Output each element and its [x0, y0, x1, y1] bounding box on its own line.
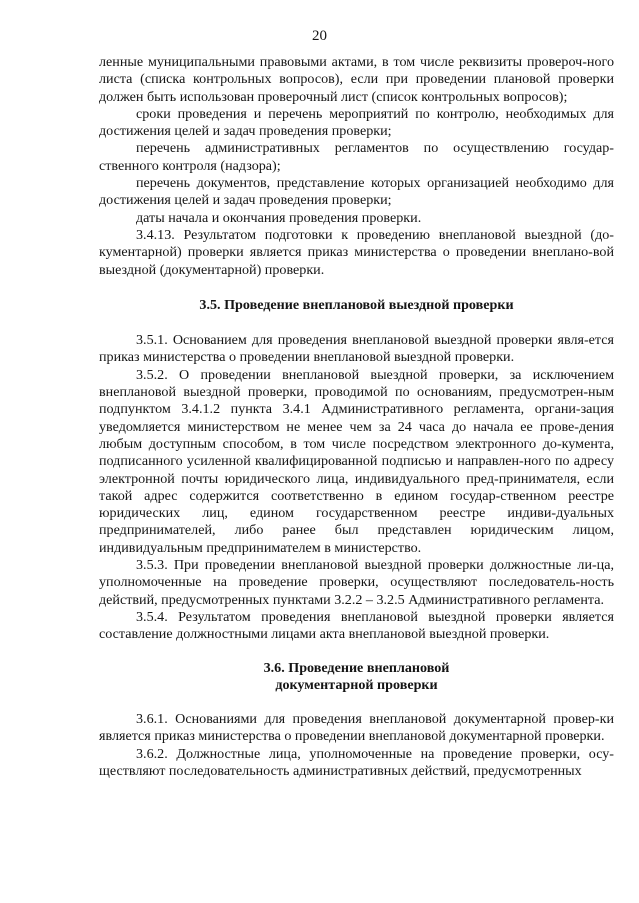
paragraph-dates: даты начала и окончания проведения проверки.: [136, 209, 422, 226]
paragraph-3-5-1: 3.5.1. Основанием для проведения внеплановой выездной проверки явля-ется приказ министерства о проведении внеплановой выездной проверки.: [99, 332, 614, 366]
paragraph-3-5-2: 3.5.2. О проведении внеплановой выездной проверки, за исключением внеплановой выездной проверки, проводимой по основаниям, предусмотрен-ным подпунктом 3.4.1.2 пункта 3.4.1 Административного регламента, органи-зация уведомляется министерством не менее чем за 24 часа до начала ее прове-дения любым доступным способом, в том числе посредством электронного до-кумента, подписанного усиленной квалифицированной подписью и направлен-ного по адресу электронной почты юридического лица, индивидуального пред-принимателя, если такой адрес содержится соответственно в едином государ-ственном реестре юридических лиц, едином государственном реестре индиви-дуальных предпринимателей, либо ранее был представлен юридическим лицом, индивидуальным предпринимателем в министерство.: [99, 366, 614, 556]
paragraph-regulations: перечень административных регламентов по осуществлению государ-ственного контроля (надзора);: [99, 140, 614, 174]
paragraph-continuation: ленные муниципальными правовыми актами, в том числе реквизиты провероч-ного листа (списка контрольных вопросов), если при проведении плановой проверки должен быть использован проверочный лист (список контрольных вопросов);: [99, 54, 614, 105]
document-body: [99, 54, 614, 780]
section-heading-3-6-line1: 3.6. Проведение внеплановой: [263, 659, 450, 676]
page-number: 20: [312, 28, 327, 44]
paragraph-3-6-1: 3.6.1. Основаниями для проведения внеплановой документарной провер-ки является приказ министерства о проведении внеплановой документарной проверки.: [99, 711, 614, 745]
paragraph-3-5-4: 3.5.4. Результатом проведения внеплановой выездной проверки является составление должностными лицами акта внеплановой выездной проверки.: [99, 608, 614, 643]
paragraph-deadlines: сроки проведения и перечень мероприятий по контролю, необходимых для достижения целей и задач проведения проверки;: [99, 105, 614, 140]
paragraph-3-5-3: 3.5.3. При проведении внеплановой выездной проверки должностные ли-ца, уполномоченные на проведение проверки, осуществляют последователь-ность действий, предусмотренных пунктами 3.2.2 – 3.2.5 Административного регламента.: [99, 557, 614, 608]
paragraph-3-6-2: 3.6.2. Должностные лица, уполномоченные на проведение проверки, осу-ществляют последовательность административных действий, предусмотренных: [99, 745, 614, 779]
section-heading-3-5: 3.5. Проведение внеплановой выездной проверки: [199, 296, 514, 313]
paragraph-3-4-13: 3.4.13. Результатом подготовки к проведению внеплановой выездной (до-кументарной) проверки является приказ министерства о проведении внеплано-вой выездной (документарной) проверки.: [99, 226, 614, 278]
paragraph-documents: перечень документов, представление которых организацией необходимо для достижения целей и задач проведения проверки;: [99, 175, 614, 209]
section-heading-3-6: [99, 660, 614, 695]
section-heading-3-6-line2: документарной проверки: [275, 676, 438, 693]
